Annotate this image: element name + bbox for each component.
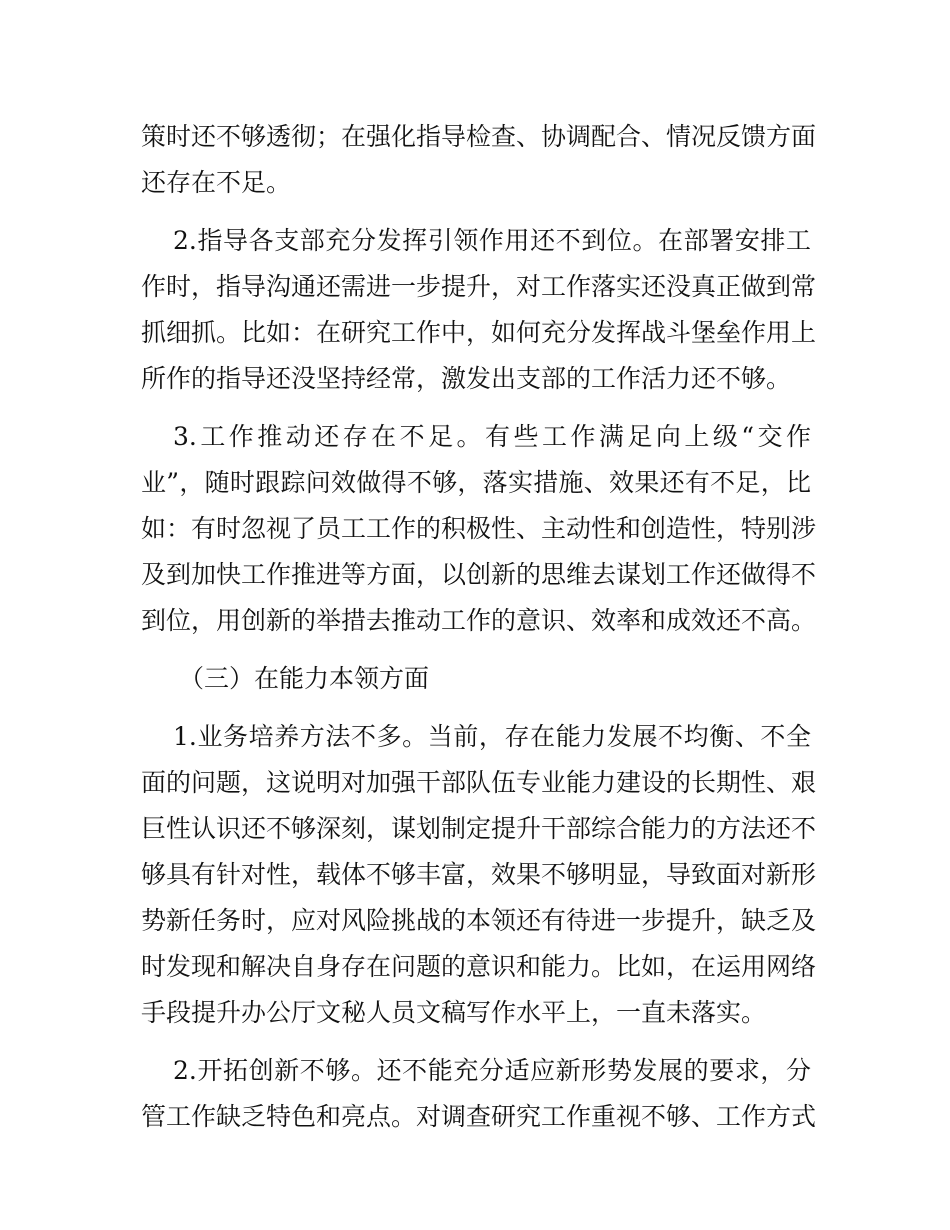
text-line: 及到加快工作推进等方面，以创新的思维去谋划工作还做得不 bbox=[141, 560, 817, 589]
paragraph-item-2-guidance bbox=[141, 218, 817, 402]
text-line: 管工作缺乏特色和亮点。对调查研究工作重视不够、工作方式 bbox=[141, 1102, 817, 1131]
text-line: 3.工作推动还存在不足。有些工作满足向上级“交作 bbox=[173, 422, 811, 451]
paragraph-item-3-work-promotion bbox=[141, 414, 817, 644]
section-heading: （三）在能力本领方面 bbox=[179, 664, 430, 693]
text-line: 1.业务培养方法不多。当前，存在能力发展不均衡、不全 bbox=[173, 722, 811, 751]
document-body bbox=[141, 114, 817, 1140]
text-line: 到位，用创新的举措去推动工作的意识、效率和成效还不高。 bbox=[141, 606, 817, 635]
text-line: 巨性认识还不够深刻，谋划制定提升干部综合能力的方法还不 bbox=[141, 814, 817, 843]
text-line: 抓细抓。比如：在研究工作中，如何充分发挥战斗堡垒作用上 bbox=[141, 318, 817, 347]
text-line: 策时还不够透彻；在强化指导检查、协调配合、情况反馈方面 bbox=[141, 122, 817, 151]
text-line: 所作的指导还没坚持经常，激发出支部的工作活力还不够。 bbox=[141, 364, 792, 393]
text-line: 如：有时忽视了员工工作的积极性、主动性和创造性，特别涉 bbox=[141, 514, 817, 543]
text-line: 手段提升办公厅文秘人员文稿写作水平上，一直未落实。 bbox=[141, 998, 767, 1027]
paragraph-item-2-innovation bbox=[141, 1048, 817, 1140]
paragraph-continuation bbox=[141, 114, 817, 206]
text-line: 2.开拓创新不够。还不能充分适应新形势发展的要求，分 bbox=[173, 1056, 811, 1085]
text-line: 够具有针对性，载体不够丰富，效果不够明显，导致面对新形 bbox=[141, 860, 817, 889]
text-line: 势新任务时，应对风险挑战的本领还有待进一步提升，缺乏及 bbox=[141, 906, 817, 935]
text-line: 还存在不足。 bbox=[141, 168, 292, 197]
text-line: 业”，随时跟踪问效做得不够，落实措施、效果还有不足，比 bbox=[141, 468, 811, 497]
text-line: 作时，指导沟通还需进一步提升，对工作落实还没真正做到常 bbox=[141, 272, 817, 301]
text-line: 面的问题，这说明对加强干部队伍专业能力建设的长期性、艰 bbox=[141, 768, 817, 797]
text-line: 时发现和解决自身存在问题的意识和能力。比如，在运用网络 bbox=[141, 952, 817, 981]
paragraph-item-1-training bbox=[141, 714, 817, 1036]
text-line: 2.指导各支部充分发挥引领作用还不到位。在部署安排工 bbox=[173, 226, 811, 255]
